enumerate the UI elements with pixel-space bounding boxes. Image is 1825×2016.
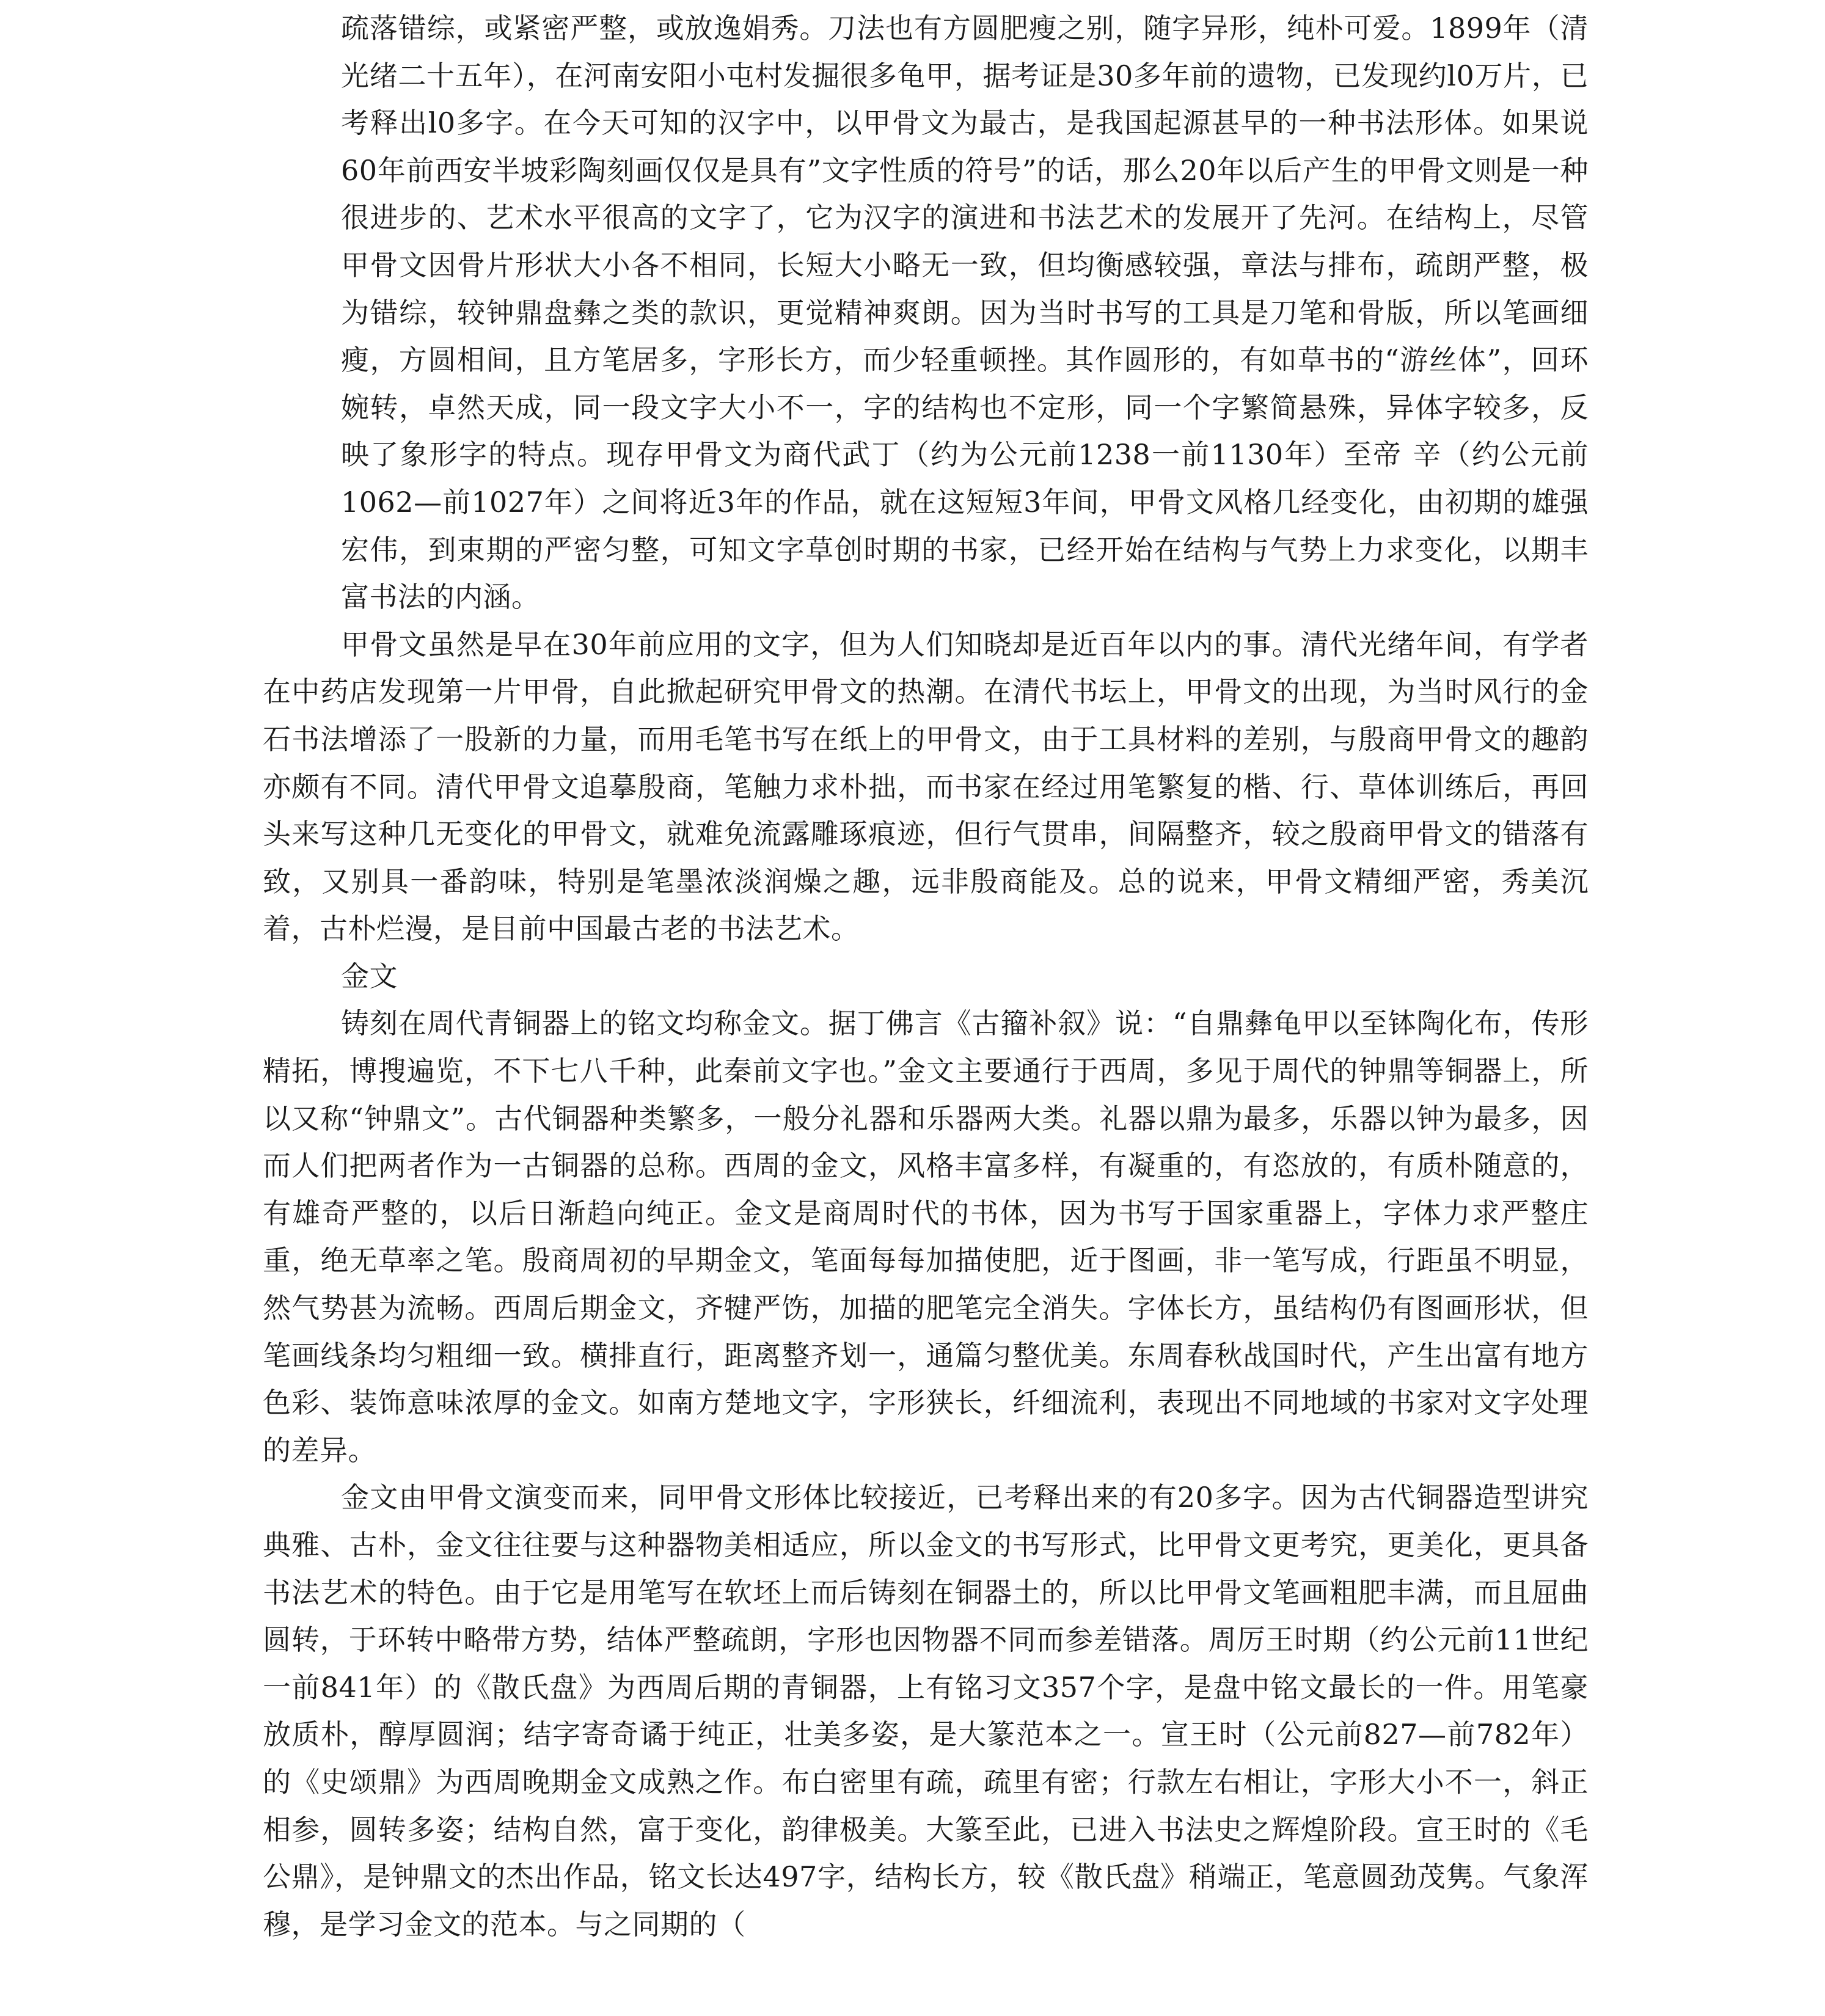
document-page (263, 0, 1589, 1948)
section-heading-jinwen: 金文 (341, 959, 398, 993)
paragraph-jinwen-evolution: 金文由甲骨文演变而来，同甲骨文形体比较接近，已考释出来的有20多字。因为古代铜器造型讲究典雅、古朴，金文往往要与这种器物美相适应，所以金文的书写形式，比甲骨文更考究，更美化，更具备书法艺术的特色。由于它是用笔写在软坯上而后铸刻在铜器土的，所以比甲骨文笔画粗肥丰满，而且屈曲圆转，于环转中略带方势，结体严整疏朗，字形也因物器不同而参差错落。周厉王时期（约公元前11世纪一前841年）的《散氏盘》为西周后期的青铜器，上有铭习文357个字，是盘中铭文最长的一件。用笔豪放质朴，醇厚圆润；结字寄奇谲于纯正，壮美多姿，是大篆范本之一。宣王时（公元前827—前782年）的《史颂鼎》为西周晚期金文成熟之作。布白密里有疏，疏里有密；行款左右相让，字形大小不一，斜正相参，圆转多姿；结构自然，富于变化，韵律极美。大篆至此，已进入书法史之辉煌阶段。宣王时的《毛公鼎》，是钟鼎文的杰出作品，铭文长达497字，结构长方，较《散氏盘》稍端正，笔意圆劲茂隽。气象浑穆，是学习金文的范本。与之同期的（ (263, 1481, 1589, 1941)
paragraph-jinwen-intro: 铸刻在周代青铜器上的铭文均称金文。据丁佛言《古籀补叙》说：“自鼎彝龟甲以至钵陶化布，传形精拓，博搜遍览，不下七八千种，此秦前文字也。”金文主要通行于西周，多见于周代的钟鼎等铜器上，所以又称“钟鼎文”。古代铜器种类繁多，一般分礼器和乐器两大类。礼器以鼎为最多，乐器以钟为最多，因而人们把两者作为一古铜器的总称。西周的金文，风格丰富多样，有凝重的，有恣放的，有质朴随意的，有雄奇严整的，以后日渐趋向纯正。金文是商周时代的书体，因为书写于国家重器上，字体力求严整庄重，绝无草率之笔。殷商周初的早期金文，笔面每每加描使肥，近于图画，非一笔写成，行距虽不明显，然气势甚为流畅。西周后期金文，齐犍严饬，加描的肥笔完全消失。字体长方，虽结构仍有图画形状，但笔画线条均匀粗细一致。横排直行，距离整齐划一，通篇匀整优美。东周春秋战国时代，产生出富有地方色彩、装饰意味浓厚的金文。如南方楚地文字，字形狭长，纤细流利，表现出不同地域的书家对文字处理的差异。 (263, 1007, 1589, 1467)
paragraph-oracle-history: 甲骨文虽然是早在30年前应用的文字，但为人们知晓却是近百年以内的事。清代光绪年间，有学者在中药店发现第一片甲骨，自此掀起研究甲骨文的热潮。在清代书坛上，甲骨文的出现，为当时风行的金石书法增添了一股新的力量，而用毛笔书写在纸上的甲骨文，由于工具材料的差别，与殷商甲骨文的趣韵亦颇有不同。清代甲骨文追摹殷商，笔触力求朴拙，而书家在经过用笔繁复的楷、行、草体训练后，再回头来写这种几无变化的甲骨文，就难免流露雕琢痕迹，但行气贯串，间隔整齐，较之殷商甲骨文的错落有致，又别具一番韵味，特别是笔墨浓淡润燥之趣，远非殷商能及。总的说来，甲骨文精细严密，秀美沉着，古朴烂漫，是目前中国最古老的书法艺术。 (263, 627, 1589, 946)
indented-paragraph: 疏落错综，或紧密严整，或放逸娟秀。刀法也有方圆肥瘦之别，随字异形，纯朴可爱。1899年（清光绪二十五年），在河南安阳小屯村发掘很多龟甲，据考证是30多年前的遗物，已发现约l0万片，已考释出l0多字。在今天可知的汉字中，以甲骨文为最古，是我国起源甚早的一种书法形体。如果说60年前西安半坡彩陶刻画仅仅是具有”文字性质的符号”的话，那么20年以后产生的甲骨文则是一种很进步的、艺术水平很高的文字了，它为汉字的演进和书法艺术的发展开了先河。在结构上，尽管甲骨文因骨片形状大小各不相同，长短大小略无一致，但均衡感较强，章法与排布，疏朗严整，极为错综，较钟鼎盘彝之类的款识，更觉精神爽朗。因为当时书写的工具是刀笔和骨版，所以笔画细瘦，方圆相间，且方笔居多，字形长方，而少轻重顿挫。其作圆形的，有如草书的“游丝体”，回环婉转，卓然天成，同一段文字大小不一，字的结构也不定形，同一个字繁简悬殊，异体字较多，反映了象形字的特点。现存甲骨文为商代武丁（约为公元前1238一前1130年）至帝 辛（约公元前1062—前1027年）之间将近3年的作品，就在这短短3年间，甲骨文风格几经变化，由初期的雄强宏伟，到束期的严密匀整，可知文字草创时期的书家，已经开始在结构与气势上力求变化，以期丰富书法的内涵。 (341, 12, 1589, 614)
